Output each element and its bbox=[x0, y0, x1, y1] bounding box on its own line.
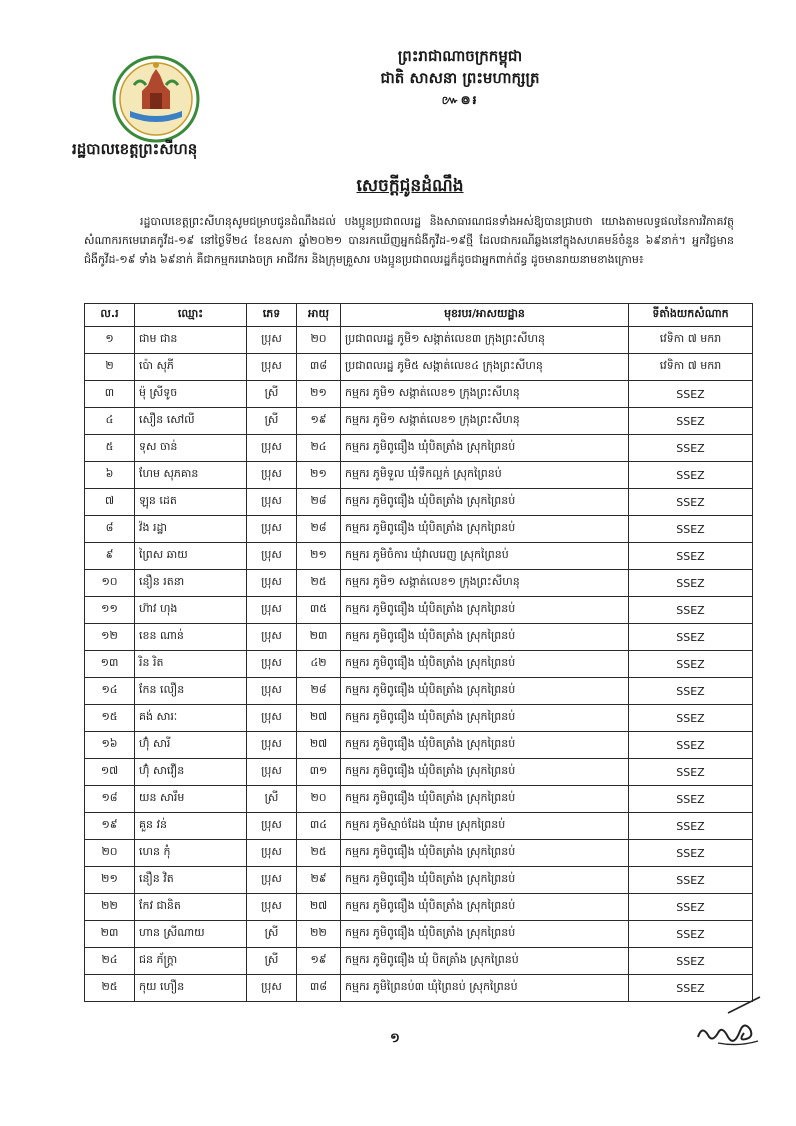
table-row bbox=[85, 921, 753, 948]
cell-no: ២៣ bbox=[85, 921, 135, 948]
signature bbox=[688, 995, 768, 1055]
intro-paragraph: រដ្ឋបាលខេត្តព្រះសីហនុសូមជម្រាបជូនដំណឹងដល់ បងប្អូនប្រជាពលរដ្ឋ និងសាធារណជនទាំងអស់ឱ្យបានជ្រាបថា យោងតាមលទ្ធផលនៃការវិភាគវត្ថុសំណាករកមេរោគកូវីដ-១៩ នៅថ្ងៃទី២៤ ខែឧសភា ឆ្នាំ២០២១ បានរកឃើញអ្នកជំងឺកូវីដ-១៩ថ្មី ដែលជាករណីឆ្លងនៅក្នុងសហគមន៍ចំនួន ៦៩នាក់។ អ្នកវិជ្ជមានជំងឺកូវីដ-១៩ ទាំង ៦៩នាក់ គឺជាកម្មកររោងចក្រ អាជីវករ និងក្រុមគ្រួសារ បងប្អូនប្រជាពលរដ្ឋក៏ដូចជាអ្នកពាក់ព័ន្ធ ដូចមានរាយនាមខាងក្រោម៖ bbox=[84, 215, 734, 266]
cell-sample-place: SSEZ bbox=[629, 381, 753, 408]
cell-address: កម្មករ ភូមិ១ សង្កាត់លេខ១ ក្រុងព្រះសីហនុ bbox=[341, 381, 629, 408]
cell-name: វ៉ង រដ្ឋា bbox=[135, 516, 247, 543]
cell-address: កម្មករ ភូមិស្មាច់ដែង ឃុំរាម ស្រុកព្រៃនប់ bbox=[341, 813, 629, 840]
cell-sex: ប្រុស bbox=[247, 705, 297, 732]
cell-name: នឿន វិត bbox=[135, 867, 247, 894]
cell-age: ២៣ bbox=[297, 624, 341, 651]
cell-no: ២ bbox=[85, 354, 135, 381]
cell-address: ប្រជាពលរដ្ឋ ភូមិ៥ សង្កាត់លេខ៤ ក្រុងព្រះសីហនុ bbox=[341, 354, 629, 381]
cell-sex: ស្រី bbox=[247, 921, 297, 948]
cell-no: ១០ bbox=[85, 570, 135, 597]
cell-sex: ប្រុស bbox=[247, 840, 297, 867]
cell-age: ២១ bbox=[297, 462, 341, 489]
cell-address: កម្មករ ភូមិ១ សង្កាត់លេខ១ ក្រុងព្រះសីហនុ bbox=[341, 408, 629, 435]
cell-sample-place: SSEZ bbox=[629, 408, 753, 435]
cell-name: កុយ ហឿន bbox=[135, 975, 247, 1002]
cell-no: ២៥ bbox=[85, 975, 135, 1002]
cell-age: ២២ bbox=[297, 921, 341, 948]
cell-name: ទុស ចាន់ bbox=[135, 435, 247, 462]
cell-name: ហ៊ុំ សារី bbox=[135, 732, 247, 759]
cell-address: កម្មករ ភូមិពូធឿង ឃុំបិតត្រាំង ស្រុកព្រៃនប់ bbox=[341, 489, 629, 516]
col-header-no: ល.រ bbox=[85, 304, 135, 327]
cell-sex: ប្រុស bbox=[247, 678, 297, 705]
col-header-age: អាយុ bbox=[297, 304, 341, 327]
cell-sex: ប្រុស bbox=[247, 624, 297, 651]
cell-sex: ប្រុស bbox=[247, 651, 297, 678]
cell-no: ២១ bbox=[85, 867, 135, 894]
cell-sample-place: SSEZ bbox=[629, 813, 753, 840]
table-row bbox=[85, 975, 753, 1002]
cell-address: កម្មករ ភូមិពូធឿង ឃុំបិតត្រាំង ស្រុកព្រៃនប់ bbox=[341, 840, 629, 867]
cell-sample-place: SSEZ bbox=[629, 516, 753, 543]
cell-sample-place: SSEZ bbox=[629, 435, 753, 462]
table-row bbox=[85, 381, 753, 408]
cell-address: កម្មករ ភូមិទួល ឃុំទឹកល្អក់ ស្រុកព្រៃនប់ bbox=[341, 462, 629, 489]
cell-no: ១២ bbox=[85, 624, 135, 651]
cell-address: កម្មករ ភូមិ១ សង្កាត់លេខ១ ក្រុងព្រះសីហនុ bbox=[341, 570, 629, 597]
cell-no: ១៥ bbox=[85, 705, 135, 732]
table-row bbox=[85, 462, 753, 489]
cell-sample-place: វេទិកា ៧ មករា bbox=[629, 354, 753, 381]
cell-address: កម្មករ ភូមិពូធឿង ឃុំបិតត្រាំង ស្រុកព្រៃនប់ bbox=[341, 435, 629, 462]
table-row bbox=[85, 624, 753, 651]
cell-sex: ប្រុស bbox=[247, 435, 297, 462]
cell-name: នឿន រតនា bbox=[135, 570, 247, 597]
cell-name: កែន លឿន bbox=[135, 678, 247, 705]
table-row bbox=[85, 678, 753, 705]
cell-age: ២៧ bbox=[297, 705, 341, 732]
cell-age: ២៥ bbox=[297, 570, 341, 597]
table-header-row bbox=[85, 304, 753, 327]
cell-no: ៩ bbox=[85, 543, 135, 570]
cell-sex: ស្រី bbox=[247, 381, 297, 408]
cell-sample-place: SSEZ bbox=[629, 975, 753, 1002]
cell-sex: ប្រុស bbox=[247, 354, 297, 381]
cell-no: ៦ bbox=[85, 462, 135, 489]
cell-age: ១៩ bbox=[297, 948, 341, 975]
cell-sex: ប្រុស bbox=[247, 894, 297, 921]
admin-name: រដ្ឋបាលខេត្តព្រះសីហនុ bbox=[72, 140, 198, 158]
table-row bbox=[85, 813, 753, 840]
table-row bbox=[85, 489, 753, 516]
cell-sample-place: SSEZ bbox=[629, 840, 753, 867]
cell-sex: ប្រុស bbox=[247, 975, 297, 1002]
col-header-sample-place: ទីតាំងយកសំណាក bbox=[629, 304, 753, 327]
cell-age: ២០ bbox=[297, 786, 341, 813]
cell-address: ប្រជាពលរដ្ឋ ភូមិ១ សង្កាត់លេខ៣ ក្រុងព្រះសីហនុ bbox=[341, 327, 629, 354]
cell-address: កម្មករ ភូមិពូធឿង ឃុំបិតត្រាំង ស្រុកព្រៃនប់ bbox=[341, 651, 629, 678]
cell-sample-place: SSEZ bbox=[629, 543, 753, 570]
cell-sample-place: SSEZ bbox=[629, 894, 753, 921]
cell-age: ៣៨ bbox=[297, 975, 341, 1002]
cases-table bbox=[84, 303, 753, 1002]
cell-address: កម្មករ ភូមិពូធឿង ឃុំបិតត្រាំង ស្រុកព្រៃនប់ bbox=[341, 921, 629, 948]
cell-name: កែវ ជានិត bbox=[135, 894, 247, 921]
cell-no: ២០ bbox=[85, 840, 135, 867]
cell-name: ហេន កុំ bbox=[135, 840, 247, 867]
cell-age: ២៩ bbox=[297, 867, 341, 894]
cell-age: ២៧ bbox=[297, 732, 341, 759]
cell-no: ៨ bbox=[85, 516, 135, 543]
table-row bbox=[85, 894, 753, 921]
cell-sample-place: SSEZ bbox=[629, 705, 753, 732]
ornament: ៚៙៛ bbox=[441, 93, 479, 107]
cell-address: កម្មករ ភូមិពូធឿង ឃុំបិតត្រាំង ស្រុកព្រៃនប់ bbox=[341, 786, 629, 813]
cell-sample-place: SSEZ bbox=[629, 462, 753, 489]
cell-age: ១៩ bbox=[297, 408, 341, 435]
cell-sample-place: SSEZ bbox=[629, 948, 753, 975]
cell-no: ១៨ bbox=[85, 786, 135, 813]
cell-no: ២២ bbox=[85, 894, 135, 921]
table-row bbox=[85, 732, 753, 759]
cell-name: ជាម ជាន bbox=[135, 327, 247, 354]
cell-no: ១ bbox=[85, 327, 135, 354]
cell-name: ហ៊ាវ ហុង bbox=[135, 597, 247, 624]
kingdom-motto: ជាតិ សាសនា ព្រះមហាក្សត្រ bbox=[380, 69, 540, 87]
cell-address: កម្មករ ភូមិពូធឿង ឃុំបិតត្រាំង ស្រុកព្រៃនប់ bbox=[341, 759, 629, 786]
cell-age: ២៧ bbox=[297, 894, 341, 921]
table-row bbox=[85, 705, 753, 732]
cell-sex: ប្រុស bbox=[247, 597, 297, 624]
cell-no: ១៦ bbox=[85, 732, 135, 759]
kingdom-name: ព្រះរាជាណាចក្រកម្ពុជា bbox=[397, 47, 523, 65]
cell-name: ប៉ោ សុភី bbox=[135, 354, 247, 381]
cell-sex: ស្រី bbox=[247, 948, 297, 975]
cell-sample-place: SSEZ bbox=[629, 921, 753, 948]
document-title: សេចក្តីជូនដំណឹង bbox=[356, 176, 464, 196]
cell-no: ១៣ bbox=[85, 651, 135, 678]
table-row bbox=[85, 597, 753, 624]
cell-sex: ប្រុស bbox=[247, 489, 297, 516]
cell-age: ២៨ bbox=[297, 678, 341, 705]
cell-name: រិន រិត bbox=[135, 651, 247, 678]
table-row bbox=[85, 786, 753, 813]
cell-no: ៥ bbox=[85, 435, 135, 462]
cell-name: ឡុន ដេត bbox=[135, 489, 247, 516]
table-row bbox=[85, 516, 753, 543]
cell-name: ម៉ុ ស្រីទូច bbox=[135, 381, 247, 408]
cell-sample-place: SSEZ bbox=[629, 759, 753, 786]
cell-age: ៣៤ bbox=[297, 813, 341, 840]
table-row bbox=[85, 408, 753, 435]
cell-sample-place: SSEZ bbox=[629, 597, 753, 624]
cell-name: សឿន សៅលី bbox=[135, 408, 247, 435]
cell-sample-place: SSEZ bbox=[629, 651, 753, 678]
cell-no: ១៩ bbox=[85, 813, 135, 840]
table-row bbox=[85, 759, 753, 786]
cell-address: កម្មករ ភូមិពូធឿង ឃុំបិតត្រាំង ស្រុកព្រៃនប់ bbox=[341, 732, 629, 759]
cell-no: ៣ bbox=[85, 381, 135, 408]
cell-sample-place: SSEZ bbox=[629, 786, 753, 813]
cell-name: ខេន ណាន់ bbox=[135, 624, 247, 651]
cell-no: ២៤ bbox=[85, 948, 135, 975]
kingdom-header bbox=[310, 45, 610, 111]
cell-sex: ប្រុស bbox=[247, 462, 297, 489]
cell-age: ២១ bbox=[297, 381, 341, 408]
cell-address: កម្មករ ភូមិចំការ ឃុំវាលរេញ ស្រុកព្រៃនប់ bbox=[341, 543, 629, 570]
table-row bbox=[85, 840, 753, 867]
cell-sex: ប្រុស bbox=[247, 327, 297, 354]
cell-sample-place: វេទិកា ៧ មករា bbox=[629, 327, 753, 354]
cell-age: ៣៨ bbox=[297, 354, 341, 381]
provincial-emblem-logo bbox=[112, 55, 200, 143]
table-row bbox=[85, 948, 753, 975]
cell-address: កម្មករ ភូមិព្រៃនប់៣ ឃុំព្រៃនប់ ស្រុកព្រៃនប់ bbox=[341, 975, 629, 1002]
cell-address: កម្មករ ភូមិពូធឿង ឃុំ បិតត្រាំង ស្រុកព្រៃនប់ bbox=[341, 948, 629, 975]
cell-name: ព្រៃស ឆាយ bbox=[135, 543, 247, 570]
cell-name: ជន ភ័ក្ត្រា bbox=[135, 948, 247, 975]
cell-sex: ប្រុស bbox=[247, 570, 297, 597]
cell-name: គួន វន់ bbox=[135, 813, 247, 840]
cell-name: យន សារឹម bbox=[135, 786, 247, 813]
cell-age: ២១ bbox=[297, 543, 341, 570]
cell-sample-place: SSEZ bbox=[629, 489, 753, 516]
cell-age: ២៤ bbox=[297, 435, 341, 462]
cell-sample-place: SSEZ bbox=[629, 867, 753, 894]
cell-sex: ស្រី bbox=[247, 408, 297, 435]
cell-no: ៧ bbox=[85, 489, 135, 516]
col-header-sex: ភេទ bbox=[247, 304, 297, 327]
cell-address: កម្មករ ភូមិពូធឿង ឃុំបិតត្រាំង ស្រុកព្រៃនប់ bbox=[341, 678, 629, 705]
cell-sex: ប្រុស bbox=[247, 732, 297, 759]
cell-name: ហែម សុភគាន bbox=[135, 462, 247, 489]
cell-sex: ប្រុស bbox=[247, 543, 297, 570]
col-header-name: ឈ្មោះ bbox=[135, 304, 247, 327]
cell-age: ២៨ bbox=[297, 489, 341, 516]
table-row bbox=[85, 651, 753, 678]
cell-age: ២៥ bbox=[297, 840, 341, 867]
cell-name: ហាន ស្រីណាយ bbox=[135, 921, 247, 948]
cell-address: កម្មករ ភូមិពូធឿង ឃុំបិតត្រាំង ស្រុកព្រៃនប់ bbox=[341, 867, 629, 894]
cell-sample-place: SSEZ bbox=[629, 732, 753, 759]
cell-address: កម្មករ ភូមិពូធឿង ឃុំបិតត្រាំង ស្រុកព្រៃនប់ bbox=[341, 597, 629, 624]
cell-sample-place: SSEZ bbox=[629, 570, 753, 597]
cell-sex: ប្រុស bbox=[247, 867, 297, 894]
cell-sex: ប្រុស bbox=[247, 813, 297, 840]
cell-address: កម្មករ ភូមិពូធឿង ឃុំបិតត្រាំង ស្រុកព្រៃនប់ bbox=[341, 894, 629, 921]
table-row bbox=[85, 435, 753, 462]
table-row bbox=[85, 543, 753, 570]
cell-address: កម្មករ ភូមិពូធឿង ឃុំបិតត្រាំង ស្រុកព្រៃនប់ bbox=[341, 624, 629, 651]
cell-address: កម្មករ ភូមិពូធឿង ឃុំបិតត្រាំង ស្រុកព្រៃនប់ bbox=[341, 705, 629, 732]
cell-no: ៤ bbox=[85, 408, 135, 435]
page-number: ១ bbox=[390, 1031, 400, 1046]
cell-name: គង់ សារៈ bbox=[135, 705, 247, 732]
cell-sex: ប្រុស bbox=[247, 516, 297, 543]
cell-sample-place: SSEZ bbox=[629, 624, 753, 651]
cell-age: ៤២ bbox=[297, 651, 341, 678]
cell-age: ២០ bbox=[297, 327, 341, 354]
cell-age: ៣៥ bbox=[297, 597, 341, 624]
cell-address: កម្មករ ភូមិពូធឿង ឃុំបិតត្រាំង ស្រុកព្រៃនប់ bbox=[341, 516, 629, 543]
table-row bbox=[85, 570, 753, 597]
cell-age: ៣១ bbox=[297, 759, 341, 786]
table-row bbox=[85, 867, 753, 894]
cell-sex: ស្រី bbox=[247, 786, 297, 813]
cell-name: ហ៊ុំ សាវឿន bbox=[135, 759, 247, 786]
cell-age: ២៨ bbox=[297, 516, 341, 543]
cell-no: ១៧ bbox=[85, 759, 135, 786]
col-header-address: មុខរបរ/អាសយដ្ឋាន bbox=[341, 304, 629, 327]
table-row bbox=[85, 327, 753, 354]
cell-sex: ប្រុស bbox=[247, 759, 297, 786]
cell-no: ១១ bbox=[85, 597, 135, 624]
table-row bbox=[85, 354, 753, 381]
cell-sample-place: SSEZ bbox=[629, 678, 753, 705]
cell-no: ១៤ bbox=[85, 678, 135, 705]
